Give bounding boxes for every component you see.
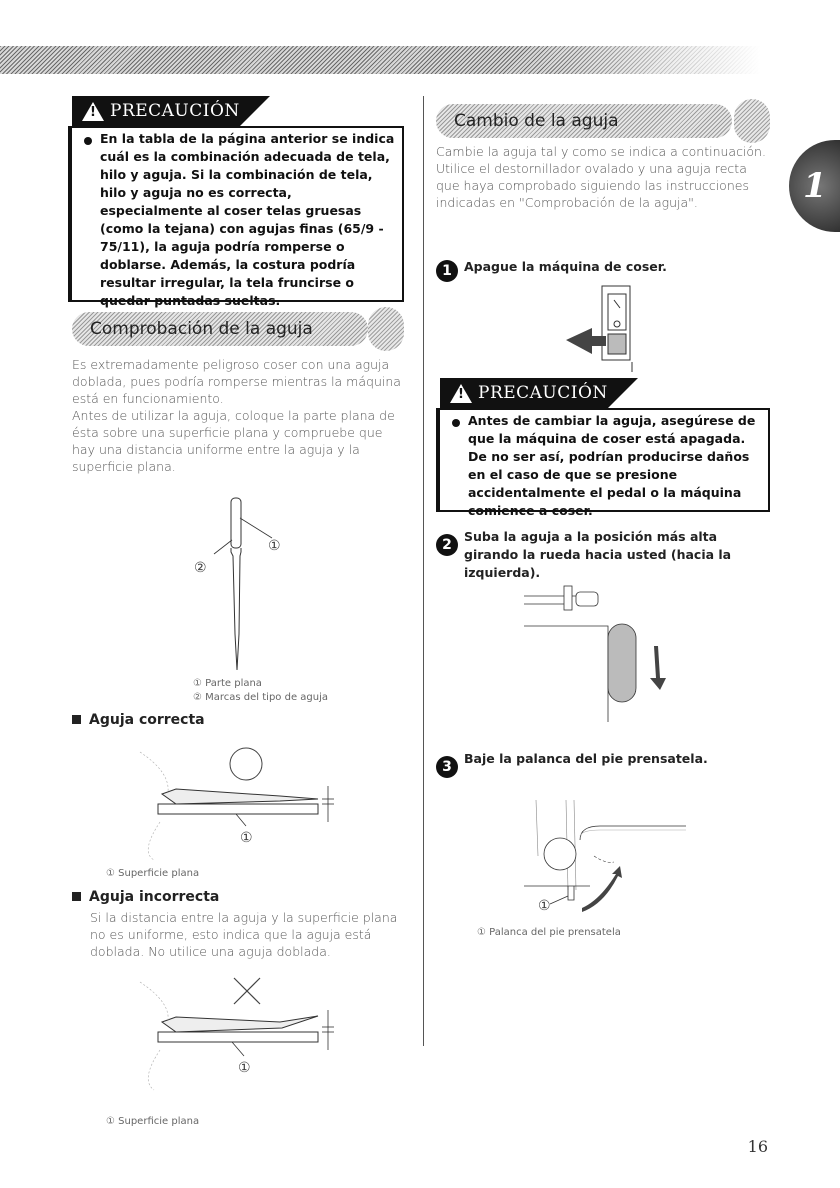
step-3-text: Baje la palanca del pie prensatela.: [464, 751, 708, 766]
caution-box: [68, 126, 404, 308]
incorrect-paragraph: Si la distancia entre la aguja y la superficie plana no es uniforme, esto indica que la aguja está doblada. No utilice una aguja doblada.: [90, 910, 398, 959]
caution-box-2: [436, 408, 770, 518]
caution-text-2: Antes de cambiar la aguja, asegúrese de que la máquina de coser está apagada. De no ser así, podrían producirse daños en el caso de que se presione accidentalmente el pedal o la máquina comience a coser.: [468, 413, 756, 518]
needle-caption-2: ② Marcas del tipo de aguja: [193, 692, 329, 703]
section-title-change: Cambio de la aguja: [436, 104, 732, 138]
callout-1: ①: [268, 538, 281, 554]
page-number: 16: [747, 1137, 768, 1156]
step-2-text: Suba la aguja a la posición más alta girando la rueda hacia usted (hacia la izquierda).: [464, 529, 732, 580]
svg-text:①: ①: [538, 898, 551, 914]
chapter-tab: 1: [789, 140, 840, 232]
step-2-icon: 2: [436, 534, 458, 556]
column-divider: [423, 96, 424, 1046]
needle-illustration: [180, 494, 300, 674]
check-paragraph-1: Es extremadamente peligroso coser con una aguja doblada, pues podría romperse mientras la máquina está en funcionamiento.: [72, 357, 401, 406]
incorrect-needle-heading: Aguja incorrecta: [72, 889, 219, 905]
section-title-check: Comprobación de la aguja: [72, 312, 368, 346]
step-1-text: Apague la máquina de coser.: [464, 259, 667, 274]
check-paragraph-2: Antes de utilizar la aguja, coloque la parte plana de ésta sobre una superficie plana y compruebe que hay una distancia uniforme entre la aguja y la superficie plana.: [72, 408, 395, 474]
needle-caption-1: ① Parte plana: [193, 678, 262, 689]
correct-needle-illustration: [140, 742, 360, 862]
change-intro: Cambie la aguja tal y como se indica a continuación. Utilice el destornillador ovalado y una aguja recta que haya comprobado siguiendo las instrucciones indicadas en "Comprobación de la aguja".: [436, 144, 766, 210]
caution-text: En la tabla de la página anterior se indica cuál es la combinación adecuada de tela, hilo y aguja. Si la combinación de tela, hilo y aguja no es correcta, especialmente al coser telas gruesas (como la tejana) con agujas finas (65/9 - 75/11), la aguja podría romperse o doblarse. Además, la costura podría resultar irregular, la tela fruncirse o quedar puntadas sueltas.: [100, 131, 395, 308]
incorrect-needle-illustration: [140, 972, 360, 1102]
correct-caption: ① Superficie plana: [106, 868, 200, 879]
caution-header: ! PRECAUCIÓN: [72, 96, 240, 126]
warning-icon-2: !: [450, 384, 472, 403]
handwheel-illustration: [524, 582, 684, 722]
power-switch-illustration: [562, 282, 652, 372]
presser-lever-illustration: [520, 800, 700, 930]
step-1-icon: 1: [436, 260, 458, 282]
correct-needle-heading: Aguja correcta: [72, 712, 205, 728]
step-3-icon: 3: [436, 756, 458, 778]
warning-icon: !: [82, 102, 104, 121]
svg-text:①: ①: [240, 830, 253, 846]
svg-text:①: ①: [238, 1060, 251, 1076]
caution-header-2: ! PRECAUCIÓN: [440, 378, 608, 408]
incorrect-caption: ① Superficie plana: [106, 1116, 200, 1127]
callout-2: ②: [194, 560, 207, 576]
lever-caption: ① Palanca del pie prensatela: [477, 927, 621, 938]
